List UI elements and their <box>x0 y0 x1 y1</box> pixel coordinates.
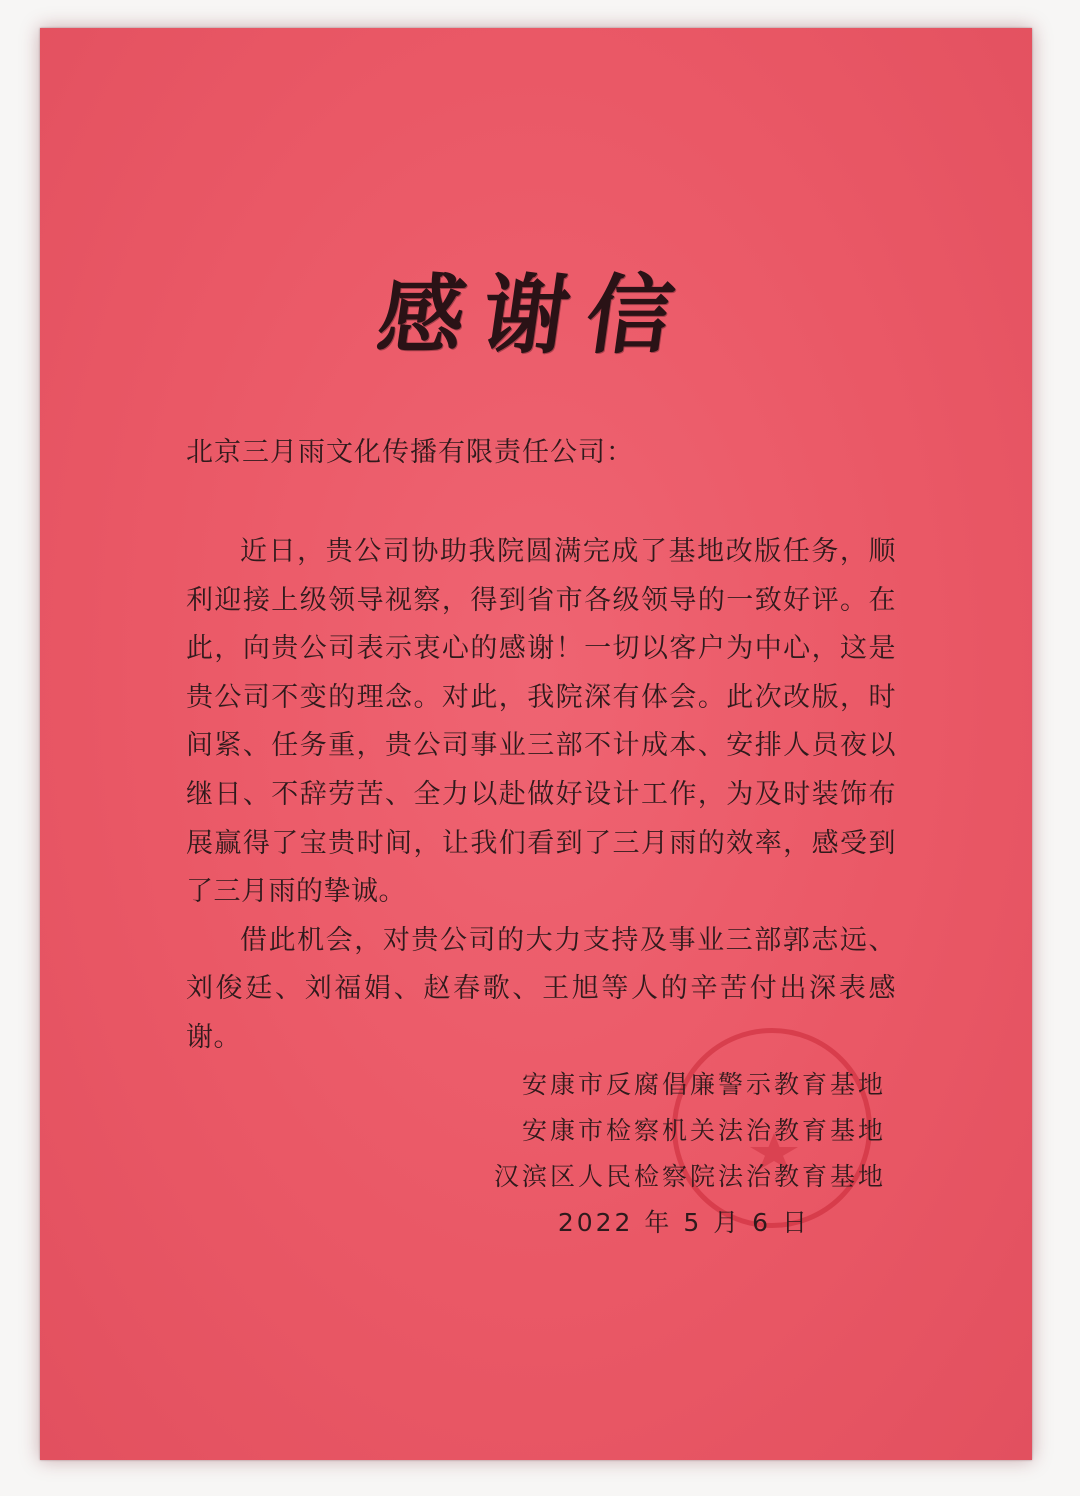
signature-block <box>494 1062 886 1246</box>
letter-title: 感谢信 <box>371 265 699 366</box>
letter-date: 2022 年 5 月 6 日 <box>557 1208 810 1237</box>
letter-paragraph: 借此机会，对贵公司的大力支持及事业三部郭志远、刘俊廷、刘福娟、赵春歌、王旭等人的辛苦付出深表感谢。 <box>186 924 896 1053</box>
signatory-line: 安康市检察机关法治教育基地 <box>521 1116 886 1145</box>
signatory-line: 安康市反腐倡廉警示教育基地 <box>521 1070 886 1099</box>
letter-salutation: 北京三月雨文化传播有限责任公司： <box>186 437 634 468</box>
letter-body <box>186 528 896 1063</box>
letter-paper <box>40 28 1032 1460</box>
signatory-line: 汉滨区人民检察院法治教育基地 <box>493 1162 886 1191</box>
letter-paragraph: 近日，贵公司协助我院圆满完成了基地改版任务，顺利迎接上级领导视察，得到省市各级领导的一致好评。在此，向贵公司表示衷心的感谢！一切以客户为中心，这是贵公司不变的理念。对此，我院深有体会。此次改版，时间紧、任务重，贵公司事业三部不计成本、安排人员夜以继日、不辞劳苦、全力以赴做好设计工作，为及时装饰布展赢得了宝贵时间，让我们看到了三月雨的效率，感受到了三月雨的挚诚。 <box>186 536 896 908</box>
